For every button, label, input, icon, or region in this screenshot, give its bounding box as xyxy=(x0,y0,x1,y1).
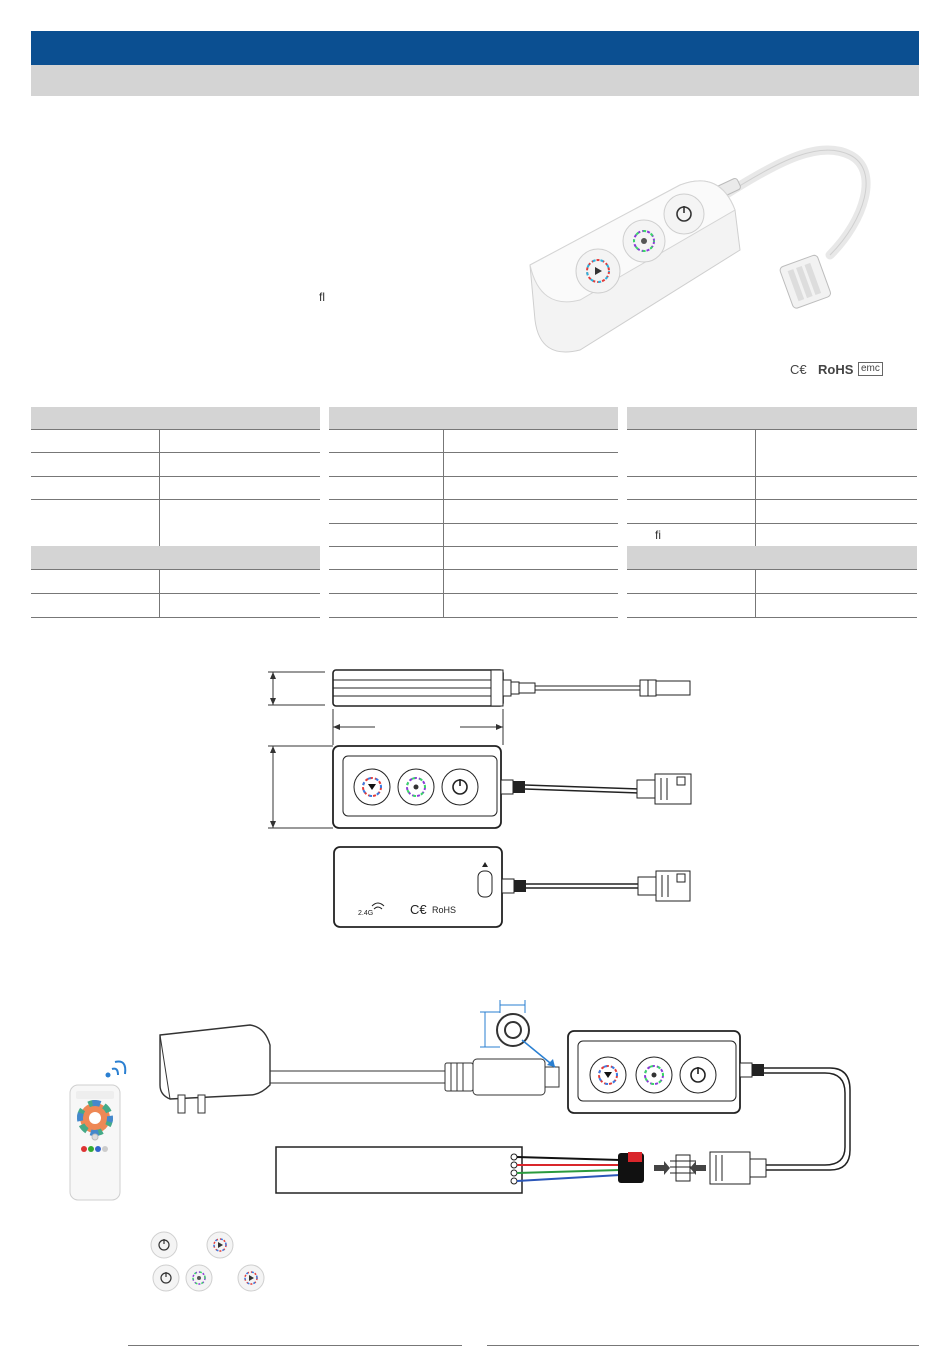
rf-remote-control xyxy=(70,1085,120,1200)
wiring-diagram xyxy=(60,995,880,1205)
operation-icons xyxy=(145,1228,275,1296)
spec-table-left-header xyxy=(31,407,320,430)
top-view-drawing xyxy=(265,742,705,837)
emc-mark: emc xyxy=(858,362,883,376)
mode-play-icon xyxy=(207,1232,233,1258)
rf-label: 2.4G xyxy=(358,910,374,917)
power-icon xyxy=(151,1232,177,1258)
spec-table-right-header-2 xyxy=(627,546,917,569)
wireless-signal-icon xyxy=(106,1062,126,1078)
controller-unit xyxy=(568,1031,850,1184)
footer-rule-left xyxy=(128,1345,462,1346)
mode-play-icon xyxy=(238,1265,264,1291)
header-bar xyxy=(31,31,919,65)
intro-glyph: ﬂ xyxy=(319,290,325,304)
footer-rule-right xyxy=(487,1345,919,1346)
drawing-rohs-mark: RoHS xyxy=(432,905,457,915)
table-glyph: ﬁ xyxy=(655,528,661,542)
pin-connector xyxy=(654,1155,706,1181)
dc-jack-detail xyxy=(480,1000,555,1067)
spec-table-right-header xyxy=(627,407,917,430)
drawing-ce-mark: C€ xyxy=(410,902,427,917)
led-strip xyxy=(276,1147,644,1193)
spec-table-left-header-2 xyxy=(31,546,320,569)
ce-mark: C€ xyxy=(790,362,807,377)
spec-table-middle-header xyxy=(329,407,618,430)
bottom-view-drawing xyxy=(330,843,700,928)
subheader-bar xyxy=(31,65,919,96)
side-view-drawing xyxy=(265,665,705,745)
color-wheel-icon xyxy=(186,1265,212,1291)
product-photo xyxy=(520,140,900,360)
power-icon xyxy=(153,1265,179,1291)
rohs-mark: RoHS xyxy=(818,362,854,377)
